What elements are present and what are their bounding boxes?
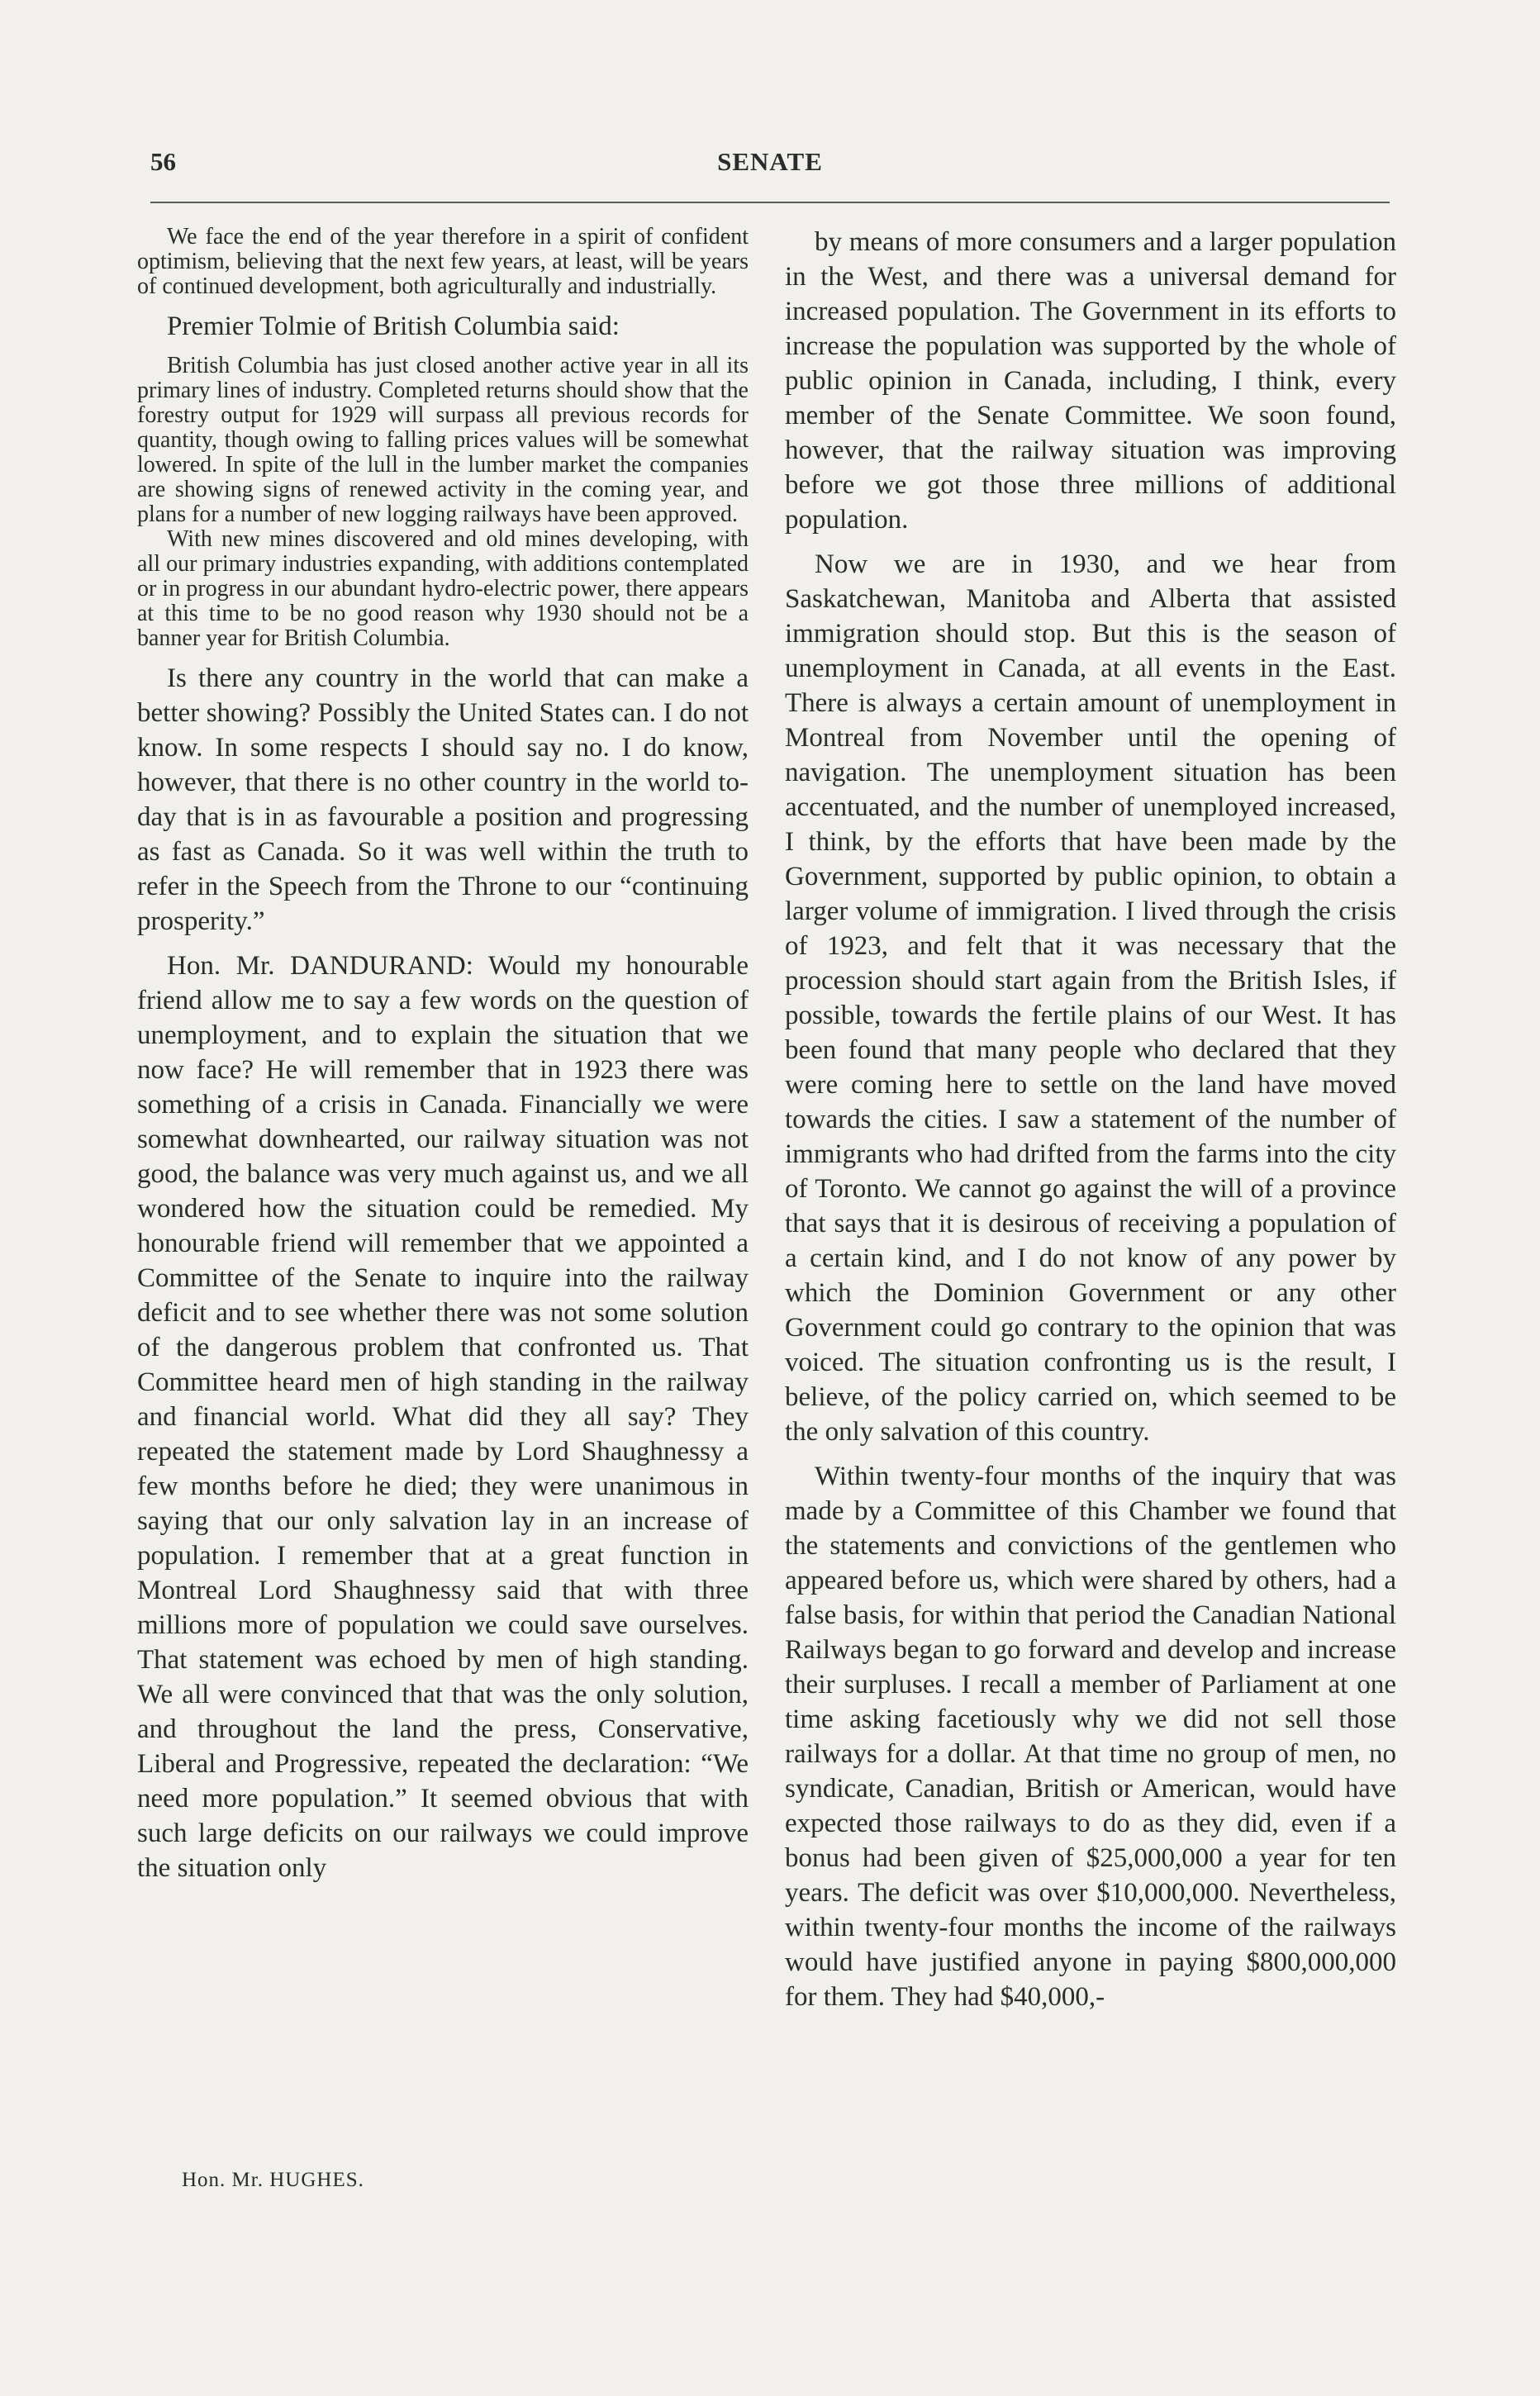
- quote-paragraph: With new mines discovered and old mines developing, with all our primary industries expanding, with additions contemplated or in progress in our abundant hydro-electric power, there appears at this time to be no good reason why 1930 should not be a banner year for British Columbia.: [137, 526, 749, 651]
- left-column: [137, 225, 749, 1895]
- paragraph: Now we are in 1930, and we hear from Saskatchewan, Manitoba and Alberta that assisted immigration should stop. But this is the season of unemployment in Canada, at all events in the East. There is always a certain amount of unemployment in Montreal from November until the opening of navigation. The unemployment situation has been accentuated, and the number of unemployed increased, I think, by the efforts that have been made by the Government, supported by public opinion, to obtain a larger volume of immigration. I lived through the crisis of 1923, and felt that it was necessary that the procession should start again from the British Isles, if possible, towards the fertile plains of our West. It has been found that many people who declared that they were coming here to settle on the land have moved towards the cities. I saw a statement of the number of immigrants who had drifted from the farms into the city of Toronto. We cannot go against the will of a province that says that it is desirous of receiving a population of a certain kind, and I do not know of any power by which the Dominion Government or any other Government could go contrary to the opinion that was voiced. The situation confronting us is the result, I believe, of the policy carried on, which seemed to be the only salvation of this country.: [785, 549, 1396, 1447]
- header-rule: [150, 202, 1390, 203]
- running-head: [150, 142, 1390, 188]
- right-column: [785, 225, 1396, 2024]
- paragraph: We face the end of the year therefore in a spirit of confident optimism, believing that the next few years, at least, will be years of continued development, both agriculturally and industrially.: [137, 224, 749, 299]
- footer-name: Hon. Mr. HUGHES.: [182, 2169, 364, 2191]
- paragraph: Hon. Mr. DANDURAND: Would my honourable friend allow me to say a few words on the question of unemployment, and to explain the situation that we now face? He will remember that in 1923 there was something of a crisis in Canada. Financially we were somewhat downhearted, our railway situation was not good, the balance was very much against us, and we all wondered how the situation could be remedied. My honourable friend will remember that we appointed a Committee of the Senate to inquire into the railway deficit and to see whether there was not some solution of the dangerous problem that confronted us. That Committee heard men of high standing in the railway and financial world. What did they all say? They repeated the statement made by Lord Shaughnessy a few months before he died; they were unanimous in saying that our only salvation lay in an increase of population. I remember that at a great function in Montreal Lord Shaughnessy said that with three millions more of population we could save ourselves. That statement was echoed by men of high standing. We all were convinced that that was the only solution, and throughout the land the press, Conservative, Liberal and Progressive, repeated the declaration: “We need more population.” It seemed obvious that with such large deficits on our railways we could improve the situation only: [137, 951, 749, 1883]
- quote-paragraph: British Columbia has just closed another active year in all its primary lines of industry. Completed returns should show that the forestry output for 1929 will surpass all previous records for quantity, though owing to falling prices values will be somewhat lowered. In spite of the lull in the lumber market the companies are showing signs of renewed activity in the coming year, and plans for a number of new logging railways have been approved.: [137, 353, 749, 527]
- paragraph: Is there any country in the world that can make a better showing? Possibly the United States can. I do not know. In some respects I should say no. I do know, however, that there is no other country in the world to-day that is in as favourable a position and progressing as fast as Canada. So it was well within the truth to refer in the Speech from the Throne to our “continuing prosperity.”: [137, 663, 749, 936]
- page-header-title: SENATE: [717, 147, 823, 176]
- paragraph: Within twenty-four months of the inquiry that was made by a Committee of this Chamber we found that the statements and convictions of the gentlemen who appeared before us, which were shared by others, had a false basis, for within that period the Canadian National Railways began to go forward and develop and increase their surpluses. I recall a member of Parliament at one time asking facetiously why we did not sell those railways for a dollar. At that time no group of men, no syndicate, Canadian, British or American, would have expected those railways to do as they did, even if a bonus had been given of $25,000,000 a year for ten years. The deficit was over $10,000,000. Nevertheless, within twenty-four months the income of the railways would have justified anyone in paying $800,000,000 for them. They had $40,000,-: [785, 1462, 1396, 2012]
- paragraph: by means of more consumers and a larger population in the West, and there was a universal demand for increased population. The Government in its efforts to increase the population was supported by the whole of public opinion in Canada, including, I think, every member of the Senate Committee. We soon found, however, that the railway situation was improving before we got those three millions of additional population.: [785, 227, 1396, 535]
- paragraph: Premier Tolmie of British Columbia said:: [167, 311, 620, 341]
- page-number: 56: [150, 147, 176, 176]
